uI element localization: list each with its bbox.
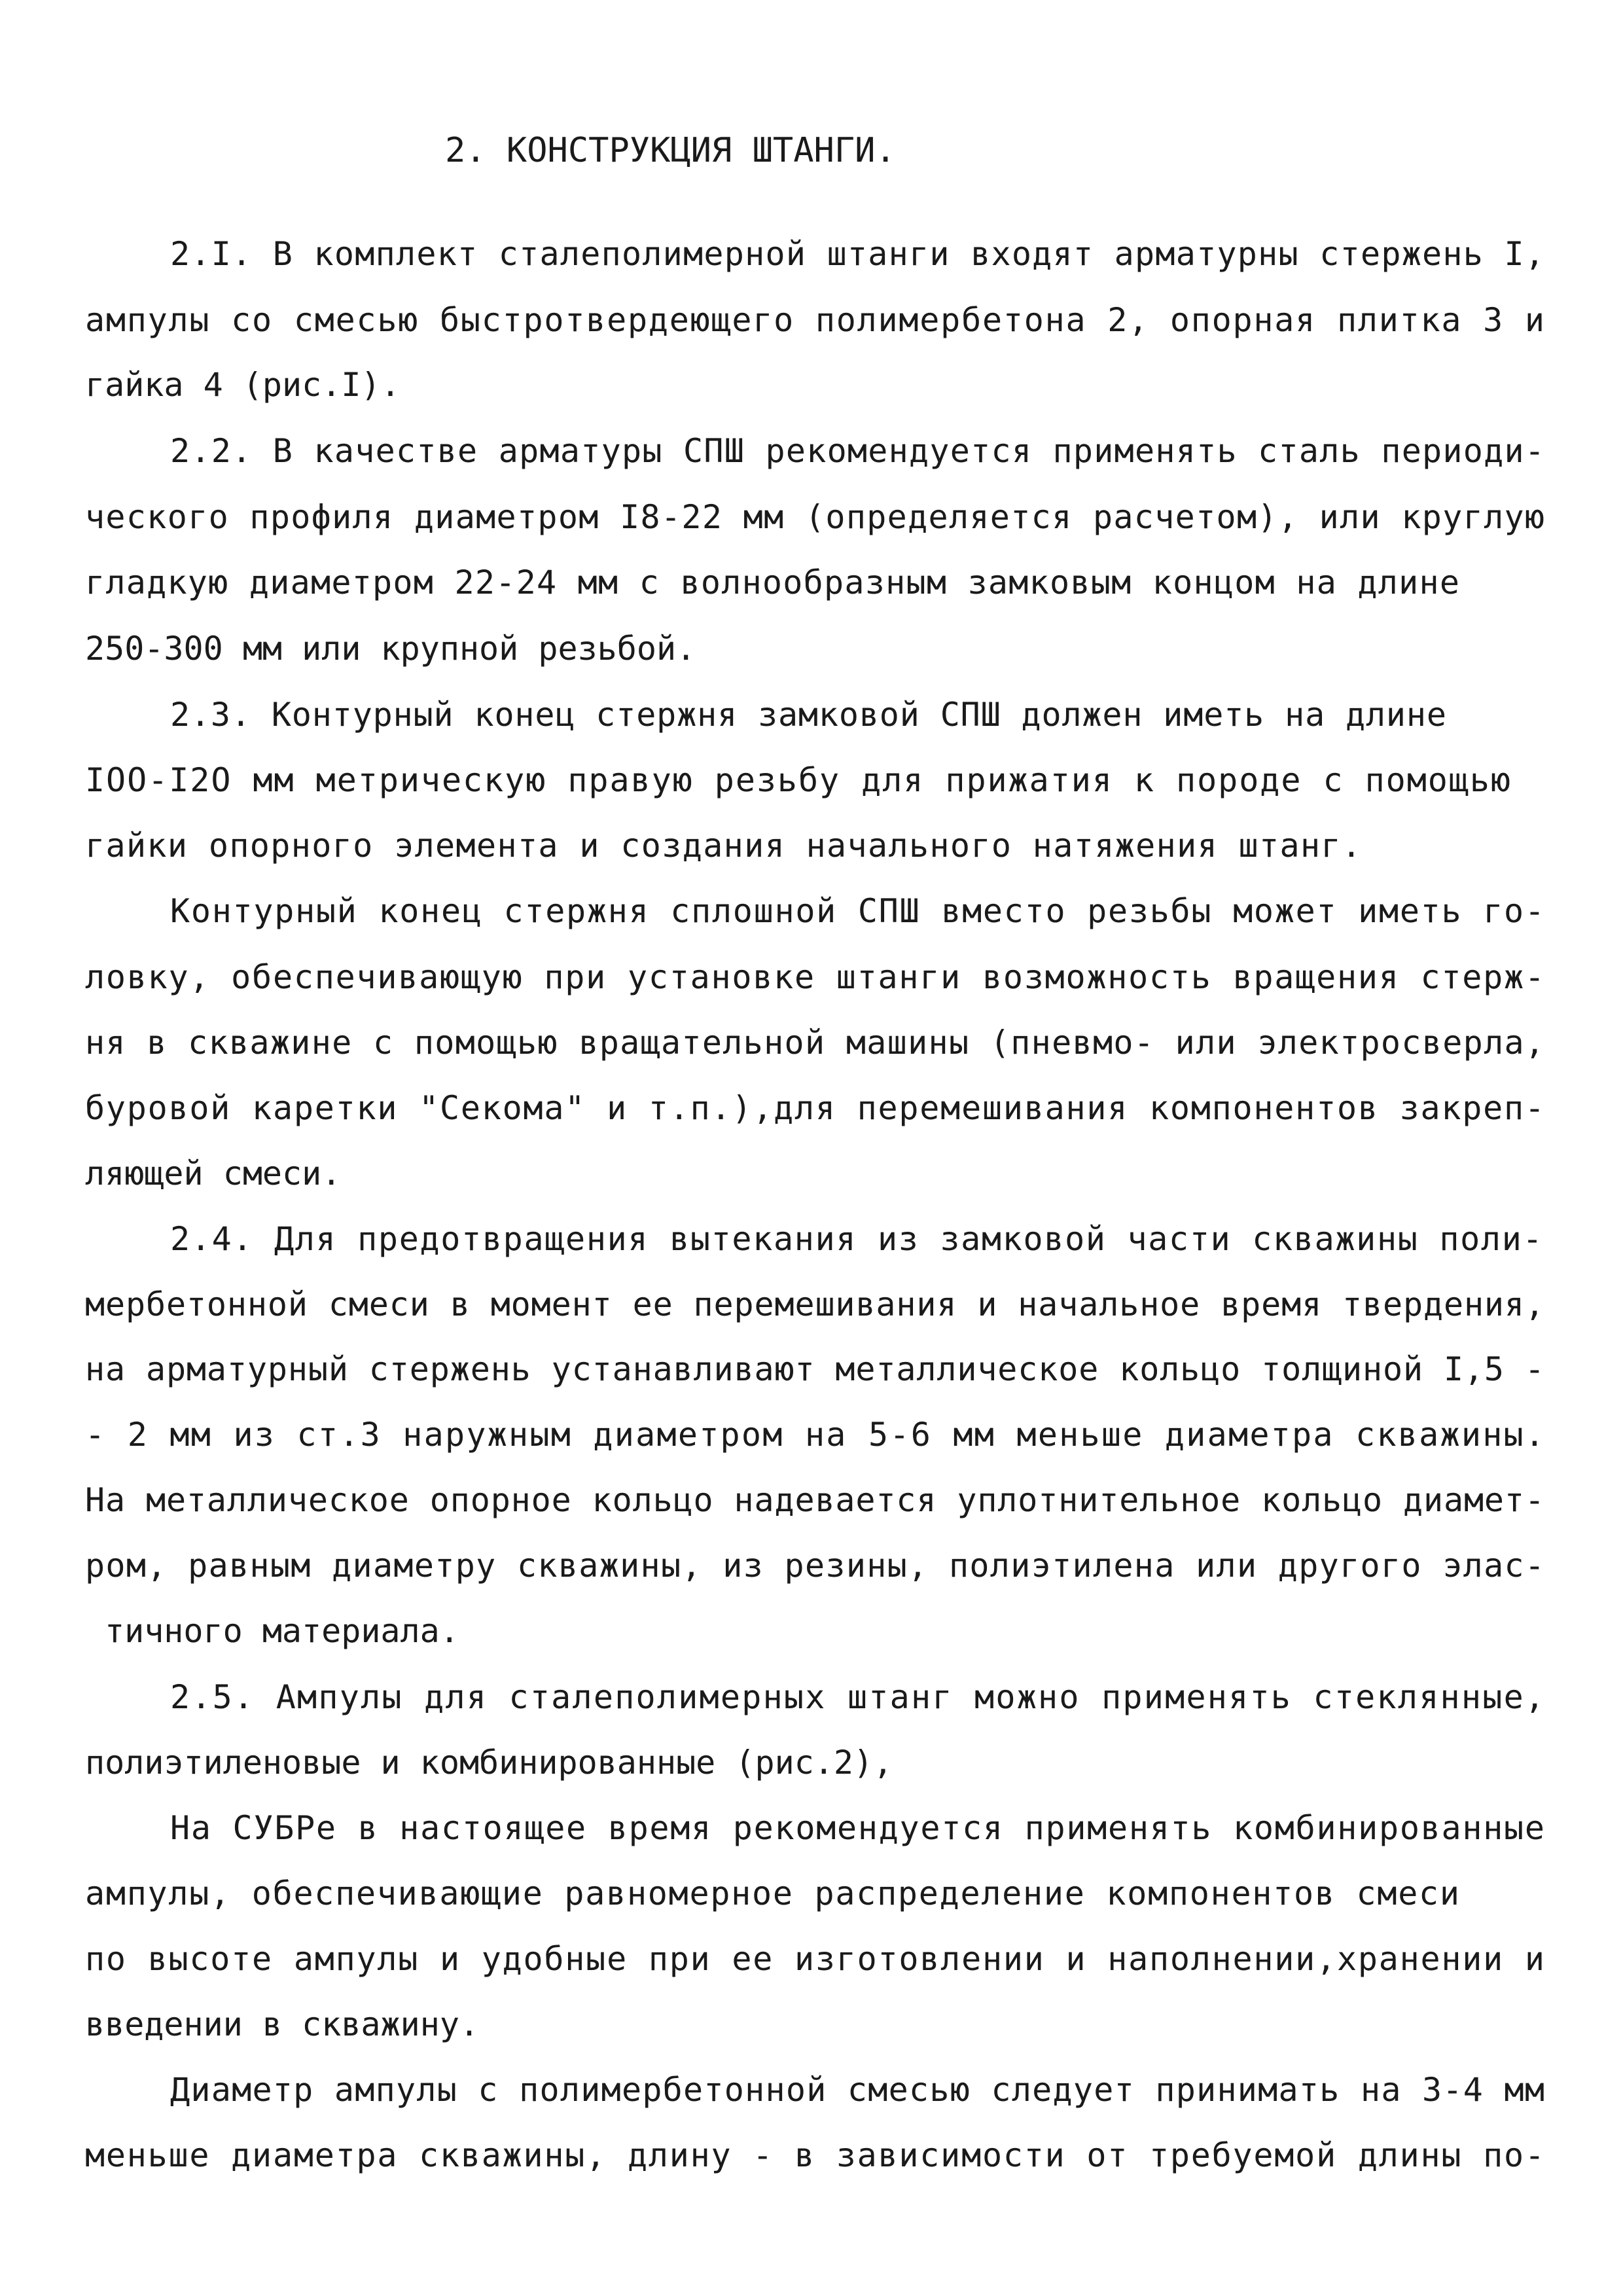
text-line: ром, равным диаметру скважины, из резины, полиэтилена или другого элас- — [85, 1547, 1546, 1585]
section-title: 2. КОНСТРУКЦИЯ ШТАНГИ. — [445, 131, 896, 170]
text-line: ческого профиля диаметром I8-22 мм (определяется расчетом), или круглую — [85, 498, 1546, 536]
text-line: 2.I. В комплект сталеполимерной штанги входят арматурны стержень I, — [170, 235, 1546, 273]
text-line: гайка 4 (рис.I). — [85, 366, 401, 404]
text-line: ловку, обеспечивающую при установке штанги возможность вращения стерж- — [85, 958, 1546, 996]
text-line: на арматурный стержень устанавливают металлическое кольцо толщиной I,5 - — [85, 1350, 1545, 1388]
text-line: буровой каретки "Секома" и т.п.),для перемешивания компонентов закреп- — [85, 1089, 1546, 1127]
text-line: 2.3. Контурный конец стержня замковой СПШ должен иметь на длине — [170, 696, 1447, 734]
text-line: IOO-I2O мм метрическую правую резьбу для прижатия к породе с помощью — [85, 761, 1512, 799]
text-line: по высоте ампулы и удобные при ее изготовлении и наполнении,хранении и — [85, 1940, 1546, 1978]
text-line: На СУБРе в настоящее время рекомендуется применять комбинированные — [170, 1809, 1546, 1847]
text-line: Контурный конец стержня сплошной СПШ вместо резьбы может иметь го- — [170, 892, 1546, 930]
text-line: ампулы со смесью быстротвердеющего полимербетона 2, опорная плитка 3 и — [85, 301, 1546, 339]
text-line: На металлическое опорное кольцо надевается уплотнительное кольцо диамет- — [85, 1481, 1545, 1519]
text-line: ляющей смеси. — [85, 1155, 342, 1193]
text-line: 250-300 мм или крупной резьбой. — [85, 630, 696, 668]
text-line: тичного материала. — [105, 1612, 459, 1650]
text-line: 2.5. Ампулы для сталеполимерных штанг можно применять стеклянные, — [170, 1678, 1546, 1716]
text-line: ня в скважине с помощью вращательной машины (пневмо- или электросверла, — [85, 1024, 1546, 1062]
text-line: гайки опорного элемента и создания начального натяжения штанг. — [85, 827, 1363, 865]
text-line: ампулы, обеспечивающие равномерное распределение компонентов смеси — [85, 1874, 1461, 1912]
text-line: введении в скважину. — [85, 2005, 480, 2043]
text-line: меньше диаметра скважины, длину - в зависимости от требуемой длины по- — [85, 2136, 1546, 2174]
text-line: полиэтиленовые и комбинированные (рис.2), — [85, 1744, 893, 1782]
text-line: Диаметр ампулы с полимербетонной смесью следует принимать на 3-4 мм — [170, 2071, 1546, 2109]
text-line: 2.4. Для предотвращения вытекания из замковой части скважины поли- — [170, 1220, 1544, 1258]
text-line: 2.2. В качестве арматуры СПШ рекомендуется применять сталь периоди- — [170, 432, 1546, 470]
text-line: мербетонной смеси в момент ее перемешивания и начальное время твердения, — [85, 1285, 1545, 1323]
text-line: - 2 мм из ст.3 наружным диаметром на 5-6 мм меньше диаметра скважины. — [85, 1416, 1546, 1454]
text-line: гладкую диаметром 22-24 мм с волнообразным замковым концом на длине — [85, 564, 1461, 601]
